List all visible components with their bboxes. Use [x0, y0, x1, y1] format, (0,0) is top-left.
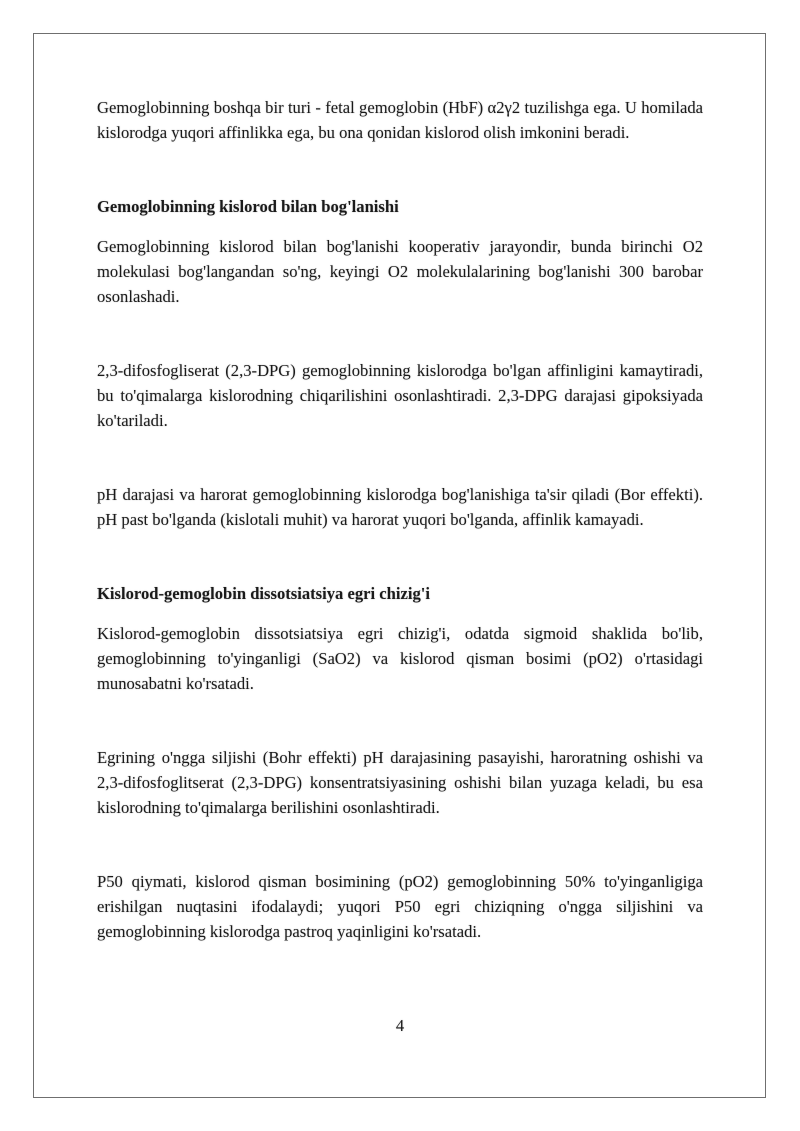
paragraph-cooperative-binding: Gemoglobinning kislorod bilan bog'lanishi kooperativ jarayondir, bunda birinchi O2 molekulasi bog'langandan so'ng, keyingi O2 molekulalarining bog'lanishi 300 barobar osonlashadi.: [97, 237, 703, 306]
paragraph-dissociation-curve: Kislorod-gemoglobin dissotsiatsiya egri chizig'i, odatda sigmoid shaklida bo'lib, gemoglobinning to'yinganligi (SaO2) va kislorod qisman bosimi (pO2) o'rtasidagi munosabatni ko'rsatadi.: [97, 624, 703, 693]
section-heading-oxygen-binding: Gemoglobinning kislorod bilan bog'lanishi: [97, 197, 399, 216]
document-body: [97, 95, 703, 944]
paragraph-fetal-hemoglobin: Gemoglobinning boshqa bir turi - fetal gemoglobin (HbF) α2γ2 tuzilishga ega. U homilada kislorodga yuqori affinlikka ega, bu ona qonidan kislorod olish imkonini beradi.: [97, 98, 703, 142]
page-number: 4: [395, 1016, 405, 1035]
paragraph-ph-temperature: pH darajasi va harorat gemoglobinning kislorodga bog'lanishiga ta'sir qiladi (Bor effekti). pH past bo'lganda (kislotali muhit) va harorat yuqori bo'lganda, affinlik kamayadi.: [97, 485, 703, 529]
paragraph-2-3-dpg: 2,3-difosfogliserat (2,3-DPG) gemoglobinning kislorodga bo'lgan affinligini kamaytiradi, bu to'qimalarga kislorodning chiqarilishini osonlashtiradi. 2,3-DPG darajasi gipoksiyada ko'tariladi.: [97, 361, 703, 430]
section-heading-dissociation-curve: Kislorod-gemoglobin dissotsiatsiya egri chizig'i: [97, 584, 430, 603]
paragraph-p50: P50 qiymati, kislorod qisman bosimining (pO2) gemoglobinning 50% to'yinganligiga erishilgan nuqtasini ifodalaydi; yuqori P50 egri chiziqning o'ngga siljishini va gemoglobinning kislorodga pastroq yaqinligini ko'rsatadi.: [97, 872, 703, 941]
paragraph-right-shift: Egrining o'ngga siljishi (Bohr effekti) pH darajasining pasayishi, haroratning oshishi va 2,3-difosfoglitserat (2,3-DPG) konsentratsiyasining oshishi bilan yuzaga keladi, bu esa kislorodning to'qimalarga berilishini osonlashtiradi.: [97, 748, 703, 817]
